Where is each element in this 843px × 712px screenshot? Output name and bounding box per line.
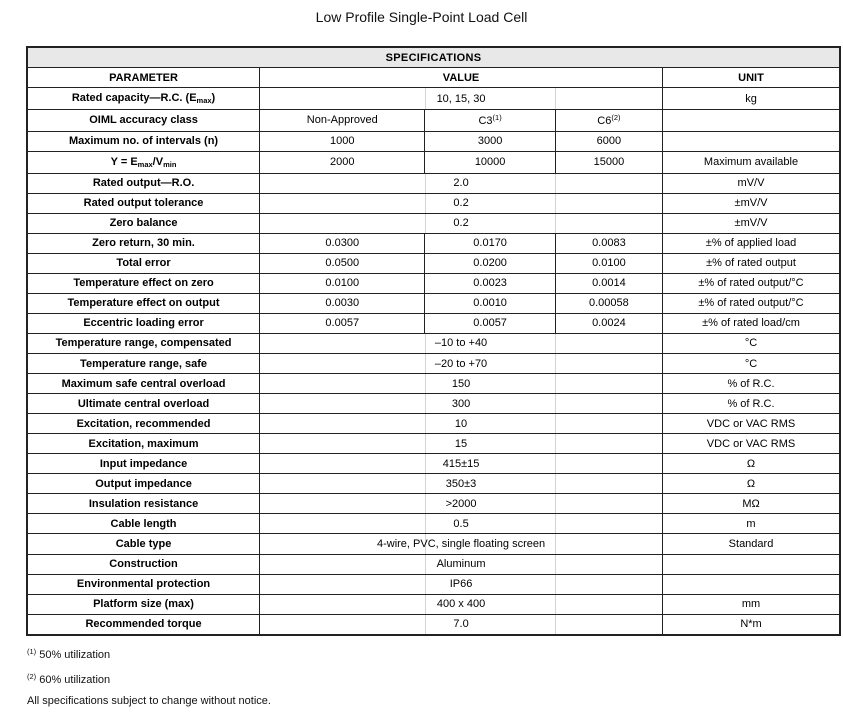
specifications-table [26,46,841,636]
table-row [27,574,840,594]
value-cell: 10 [260,414,663,434]
unit-cell: VDC or VAC RMS [663,434,840,454]
unit-cell: ±mV/V [663,193,840,213]
parameter-cell: Cable length [27,514,260,534]
unit-cell: % of R.C. [663,374,840,394]
parameter-cell: Temperature effect on zero [27,273,260,293]
value-cell: 4-wire, PVC, single floating screen [260,534,663,554]
parameter-cell: Insulation resistance [27,494,260,514]
unit-cell: ±% of rated output/°C [663,293,840,313]
value-text: C6 [597,114,612,127]
table-row [27,213,840,233]
value-cell: 0.0083 [555,233,662,253]
unit-cell: N*m [663,614,840,635]
param-text: Rated capacity—R.C. (E [71,92,197,105]
table-row [27,313,840,333]
table-row [27,110,840,132]
parameter-cell: Eccentric loading error [27,313,260,333]
table-row [27,514,840,534]
unit-cell: Standard [663,534,840,554]
footnote-text: All specifications subject to change without notice. [27,695,271,707]
table-row [27,614,840,635]
table-row [27,253,840,273]
value-cell: 0.0100 [260,273,425,293]
unit-cell: % of R.C. [663,394,840,414]
value-cell: 2.0 [260,173,663,193]
parameter-cell: Zero balance [27,213,260,233]
table-row [27,333,840,353]
parameter-cell: Input impedance [27,454,260,474]
value-cell [555,110,662,132]
unit-cell: m [663,514,840,534]
page-title: Low Profile Single-Point Load Cell [315,9,528,25]
value-cell: 350±3 [260,474,663,494]
table-row [27,173,840,193]
value-cell: 15000 [555,151,662,173]
value-cell: 0.0500 [260,253,425,273]
unit-cell: °C [663,354,840,374]
footnote-text: 50% utilization [39,649,111,661]
unit-cell [663,554,840,574]
value-cell: 6000 [555,131,662,151]
value-cell: –20 to +70 [260,354,663,374]
table-row [27,594,840,614]
table-row [27,151,840,173]
value-cell: 0.0057 [260,313,425,333]
table-row [27,273,840,293]
parameter-cell: Excitation, recommended [27,414,260,434]
parameter-cell [27,151,260,173]
param-text: /V [152,155,164,168]
parameter-cell [27,88,260,110]
value-cell: Non-Approved [260,110,425,132]
table-row [27,434,840,454]
value-cell: 415±15 [260,454,663,474]
table-row [27,474,840,494]
table-row [27,454,840,474]
value-cell: Aluminum [260,554,663,574]
value-cell: 0.0200 [425,253,555,273]
parameter-cell: Cable type [27,534,260,554]
value-cell: 150 [260,374,663,394]
table-row [27,354,840,374]
value-cell: 400 x 400 [260,594,663,614]
unit-cell: MΩ [663,494,840,514]
value-cell: 1000 [260,131,425,151]
table-row [27,374,840,394]
value-cell: 0.0023 [425,273,555,293]
section-header: SPECIFICATIONS [27,47,840,68]
parameter-cell: Ultimate central overload [27,394,260,414]
table-row [27,233,840,253]
value-cell: 0.0300 [260,233,425,253]
unit-cell: mm [663,594,840,614]
parameter-cell: Output impedance [27,474,260,494]
table-row [27,293,840,313]
parameter-cell: Zero return, 30 min. [27,233,260,253]
value-cell: –10 to +40 [260,333,663,353]
value-cell: 300 [260,394,663,414]
value-cell [425,110,555,132]
parameter-cell: Temperature effect on output [27,293,260,313]
value-cell: 3000 [425,131,555,151]
param-text: Y = E [110,155,138,168]
parameter-cell: Rated output—R.O. [27,173,260,193]
table-row [27,131,840,151]
table-row [27,394,840,414]
unit-cell: mV/V [663,173,840,193]
value-cell: 0.0170 [425,233,555,253]
footnotes [27,641,271,712]
subscript: max [137,159,153,169]
value-cell: 0.0057 [425,313,555,333]
column-header-value: VALUE [260,68,663,88]
value-cell: 0.2 [260,213,663,233]
unit-cell: Ω [663,454,840,474]
footnote-marker: (1) [492,112,502,122]
value-cell: 7.0 [260,614,663,635]
value-cell: 0.0024 [555,313,662,333]
column-header-row [27,68,840,88]
parameter-cell: Construction [27,554,260,574]
unit-cell: °C [663,333,840,353]
table-row [27,193,840,213]
parameter-cell: OIML accuracy class [27,110,260,132]
unit-cell [663,110,840,132]
parameter-cell: Temperature range, compensated [27,333,260,353]
value-cell: 15 [260,434,663,454]
unit-cell [663,574,840,594]
value-cell: IP66 [260,574,663,594]
table-row [27,88,840,110]
unit-cell: Ω [663,474,840,494]
table-row [27,414,840,434]
footnote [27,641,271,666]
footnote [27,691,271,712]
unit-cell: ±% of rated load/cm [663,313,840,333]
parameter-cell: Maximum safe central overload [27,374,260,394]
value-cell: >2000 [260,494,663,514]
parameter-cell: Recommended torque [27,614,260,635]
parameter-cell: Excitation, maximum [27,434,260,454]
section-header-row [27,47,840,68]
unit-cell: Maximum available [663,151,840,173]
footnote-marker: (2) [611,112,621,122]
value-cell: 10, 15, 30 [260,88,663,110]
unit-cell [663,131,840,151]
unit-cell: ±% of rated output/°C [663,273,840,293]
table-row [27,494,840,514]
param-text: ) [211,92,216,105]
unit-cell: ±mV/V [663,213,840,233]
table-row [27,534,840,554]
footnote-text: 60% utilization [39,674,111,686]
table-row [27,554,840,574]
value-cell: 10000 [425,151,555,173]
unit-cell: ±% of applied load [663,233,840,253]
column-header-parameter: PARAMETER [27,68,260,88]
column-header-unit: UNIT [663,68,840,88]
parameter-cell: Environmental protection [27,574,260,594]
parameter-cell: Temperature range, safe [27,354,260,374]
parameter-cell: Total error [27,253,260,273]
subscript: min [163,159,177,169]
value-cell: 0.0010 [425,293,555,313]
footnote-marker: (2) [27,672,37,681]
parameter-cell: Platform size (max) [27,594,260,614]
footnote [27,666,271,691]
parameter-cell: Maximum no. of intervals (n) [27,131,260,151]
value-cell: 0.0014 [555,273,662,293]
value-cell: 0.0030 [260,293,425,313]
footnote-marker: (1) [27,647,37,656]
value-text: C3 [478,114,493,127]
unit-cell: kg [663,88,840,110]
value-cell: 0.2 [260,193,663,213]
value-cell: 0.00058 [555,293,662,313]
value-cell: 0.0100 [555,253,662,273]
subscript: max [196,96,212,106]
value-cell: 0.5 [260,514,663,534]
unit-cell: VDC or VAC RMS [663,414,840,434]
value-cell: 2000 [260,151,425,173]
parameter-cell: Rated output tolerance [27,193,260,213]
unit-cell: ±% of rated output [663,253,840,273]
